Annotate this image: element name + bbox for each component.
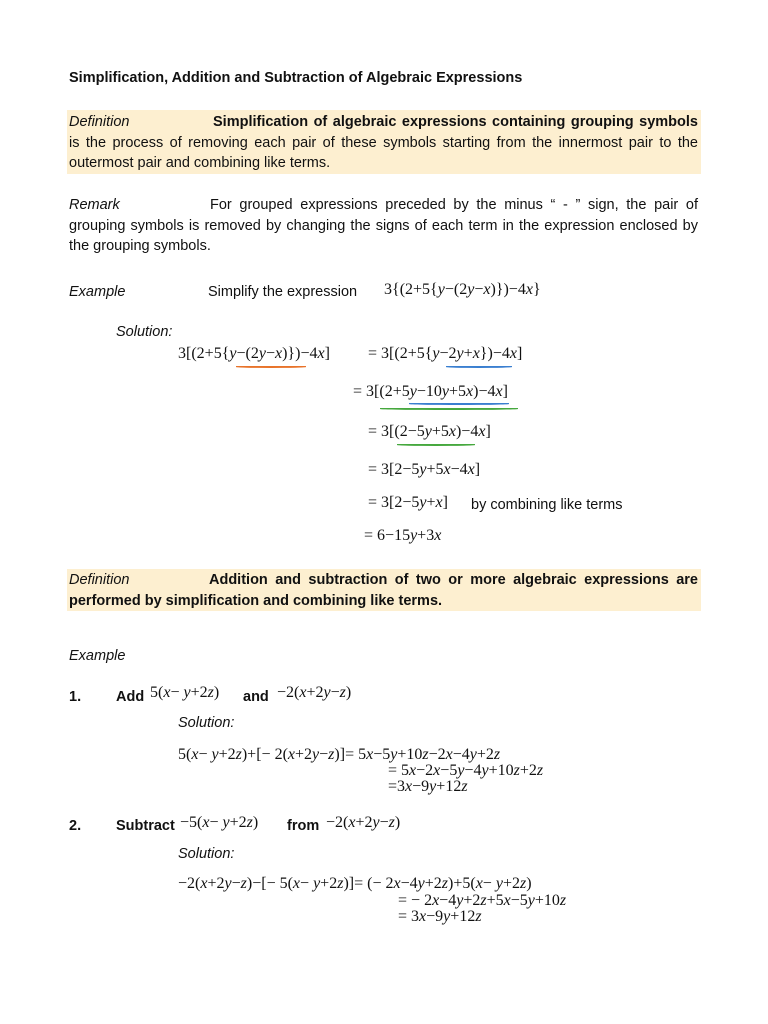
definition-2-label: Definition <box>69 572 130 588</box>
item-2-conj: from <box>287 818 320 834</box>
step-0: 3[(2+5{y−(2y−x)})−4x] <box>178 345 330 362</box>
blue-underline-1 <box>446 366 512 368</box>
definition-2 <box>69 570 698 611</box>
item-1-line-0: 5(x− y+2z)+[− 2(x+2y−z)]= 5x−5y+10z−2x−4y+2z <box>178 746 501 763</box>
example-label: Example <box>69 284 126 300</box>
item-2-expr-b: −2(x+2y−z) <box>326 814 401 831</box>
step-4: = 3[2−5y+5x−4x] <box>368 461 481 478</box>
definition-text: is the process of removing each pair of these symbols starting from the innermost pair to the outermost pair and combining like terms. <box>69 134 698 171</box>
item-2-line-1: = − 2x−4y+2z+5x−5y+10z <box>398 892 567 909</box>
item-1-line-2: =3x−9y+12z <box>388 778 468 795</box>
combine-note: by combining like terms <box>471 497 623 513</box>
solution-label: Solution: <box>116 324 173 340</box>
page-title: Simplification, Addition and Subtraction of Algebraic Expressions <box>69 70 523 86</box>
item-1-number: 1. <box>69 689 82 705</box>
example-prompt: Simplify the expression <box>208 284 358 300</box>
item-2-verb: Subtract <box>116 818 175 834</box>
definition-bold-text: Simplification of algebraic expressions containing grouping symbols <box>213 114 698 130</box>
green-underline-1 <box>380 408 518 410</box>
definition-label: Definition <box>69 114 130 130</box>
item-1-verb: Add <box>116 689 145 705</box>
item-1-expr-a: 5(x− y+2z) <box>150 684 220 701</box>
item-1-conj: and <box>243 689 269 705</box>
definition-2-bold-text: Addition and subtraction of two or more algebraic expressions are performed by simplification and combining like terms. <box>69 572 698 609</box>
item-2-line-2: = 3x−9y+12z <box>398 908 482 925</box>
example-2-label: Example <box>69 648 126 664</box>
step-2: = 3[(2+5y−10y+5x)−4x] <box>353 383 508 400</box>
definition-1 <box>69 112 698 174</box>
item-2-number: 2. <box>69 818 82 834</box>
step-3: = 3[(2−5y+5x)−4x] <box>368 423 491 440</box>
blue-underline-2 <box>409 403 509 405</box>
step-6: = 6−15y+3x <box>364 527 442 544</box>
remark-label: Remark <box>69 197 120 213</box>
item-1-line-1: = 5x−2x−5y−4y+10z+2z <box>388 762 544 779</box>
orange-underline <box>236 366 306 368</box>
remark <box>69 195 698 257</box>
step-1: = 3[(2+5{y−2y+x})−4x] <box>368 345 523 362</box>
item-2-solution-label: Solution: <box>178 846 235 862</box>
item-2-line-0: −2(x+2y−z)−[− 5(x− y+2z)]= (− 2x−4y+2z)+5(x− y+2z) <box>178 875 532 892</box>
step-5: = 3[2−5y+x] <box>368 494 448 511</box>
item-1-solution-label: Solution: <box>178 715 235 731</box>
green-underline-2 <box>397 444 475 446</box>
remark-text: For grouped expressions preceded by the minus “ - ” sign, the pair of grouping symbols is removed by changing the signs of each term in the expression enclosed by the grouping symbols. <box>69 197 698 254</box>
item-2-expr-a: −5(x− y+2z) <box>180 814 259 831</box>
item-1-expr-b: −2(x+2y−z) <box>277 684 352 701</box>
example-expression: 3{(2+5{y−(2y−x)})−4x} <box>384 281 541 298</box>
